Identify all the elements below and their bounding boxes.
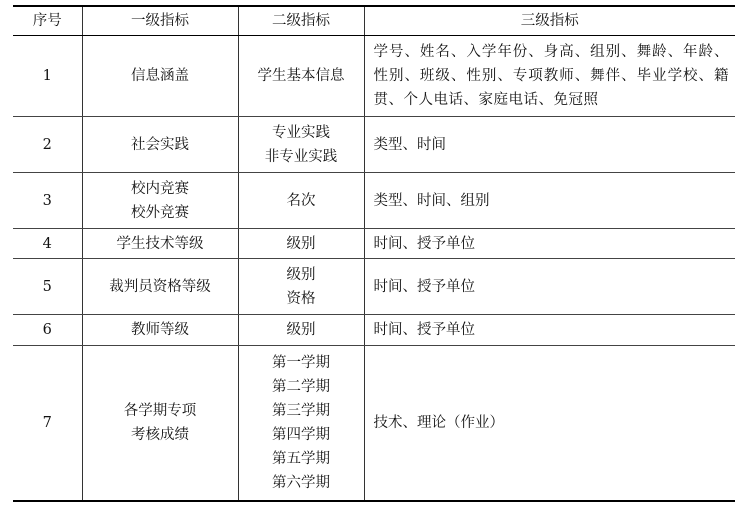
table-row	[13, 346, 735, 501]
level1-line: 校外竞赛	[131, 204, 189, 221]
table-row	[13, 36, 735, 117]
level1-line: 裁判员资格等级	[109, 278, 211, 295]
cell-level2-indicator	[238, 173, 364, 229]
level2-line: 第三学期	[272, 402, 330, 419]
cell-level2-indicator	[238, 36, 364, 117]
cell-level1-indicator	[82, 315, 238, 346]
cell-serial-number: 4	[13, 229, 82, 259]
level1-line: 信息涵盖	[131, 68, 189, 84]
cell-level1-indicator	[82, 259, 238, 315]
cell-level3-indicator: 时间、授予单位	[364, 259, 735, 315]
table-row	[13, 315, 735, 346]
table-header-row	[13, 6, 735, 36]
cell-level1-indicator	[82, 229, 238, 259]
cell-serial-number: 1	[13, 36, 82, 117]
level1-line: 校内竞赛	[131, 180, 189, 197]
level2-line: 级别	[286, 235, 316, 252]
cell-level3-indicator: 技术、理论（作业）	[364, 346, 735, 501]
cell-level3-indicator: 类型、时间	[364, 117, 735, 173]
table-row	[13, 229, 735, 259]
level2-line: 第六学期	[272, 474, 330, 491]
level1-line: 教师等级	[131, 322, 189, 338]
level2-line: 学生基本信息	[257, 68, 345, 84]
table-row	[13, 117, 735, 173]
level1-line: 社会实践	[131, 136, 189, 153]
level2-line: 第四学期	[272, 426, 330, 443]
level2-line: 专业实践	[272, 124, 330, 141]
table-row	[13, 173, 735, 229]
header-level1-indicator: 一级指标	[82, 6, 238, 36]
cell-level1-indicator	[82, 36, 238, 117]
level1-line: 考核成绩	[131, 426, 189, 443]
cell-level2-indicator	[238, 315, 364, 346]
header-serial-number: 序号	[13, 6, 82, 36]
level2-line: 第二学期	[272, 378, 330, 395]
cell-serial-number: 6	[13, 315, 82, 346]
indicator-table	[13, 5, 735, 502]
cell-level3-indicator: 类型、时间、组别	[364, 173, 735, 229]
level2-line: 级别	[286, 266, 316, 283]
level2-line: 第五学期	[272, 450, 330, 467]
level2-line: 第一学期	[272, 354, 330, 371]
cell-level2-indicator	[238, 117, 364, 173]
cell-serial-number: 2	[13, 117, 82, 173]
level1-line: 各学期专项	[123, 402, 197, 419]
cell-level2-indicator	[238, 259, 364, 315]
header-level2-indicator: 二级指标	[238, 6, 364, 36]
cell-serial-number: 3	[13, 173, 82, 229]
cell-level1-indicator	[82, 117, 238, 173]
table-row	[13, 259, 735, 315]
cell-level3-indicator: 时间、授予单位	[364, 229, 735, 259]
cell-level2-indicator	[238, 229, 364, 259]
level2-line: 名次	[286, 192, 316, 209]
header-level3-indicator: 三级指标	[364, 6, 735, 36]
cell-level1-indicator	[82, 346, 238, 501]
level2-line: 级别	[286, 322, 316, 338]
level1-line: 学生技术等级	[116, 235, 204, 252]
cell-level3-indicator: 学号、姓名、入学年份、身高、组别、舞龄、年龄、性别、班级、性别、专项教师、舞伴、毕业学校、籍贯、个人电话、家庭电话、免冠照	[364, 36, 735, 117]
level2-line: 资格	[286, 290, 316, 307]
cell-serial-number: 5	[13, 259, 82, 315]
cell-level1-indicator	[82, 173, 238, 229]
cell-level3-indicator: 时间、授予单位	[364, 315, 735, 346]
level2-line: 非专业实践	[264, 148, 338, 165]
cell-level2-indicator	[238, 346, 364, 501]
cell-serial-number: 7	[13, 346, 82, 501]
